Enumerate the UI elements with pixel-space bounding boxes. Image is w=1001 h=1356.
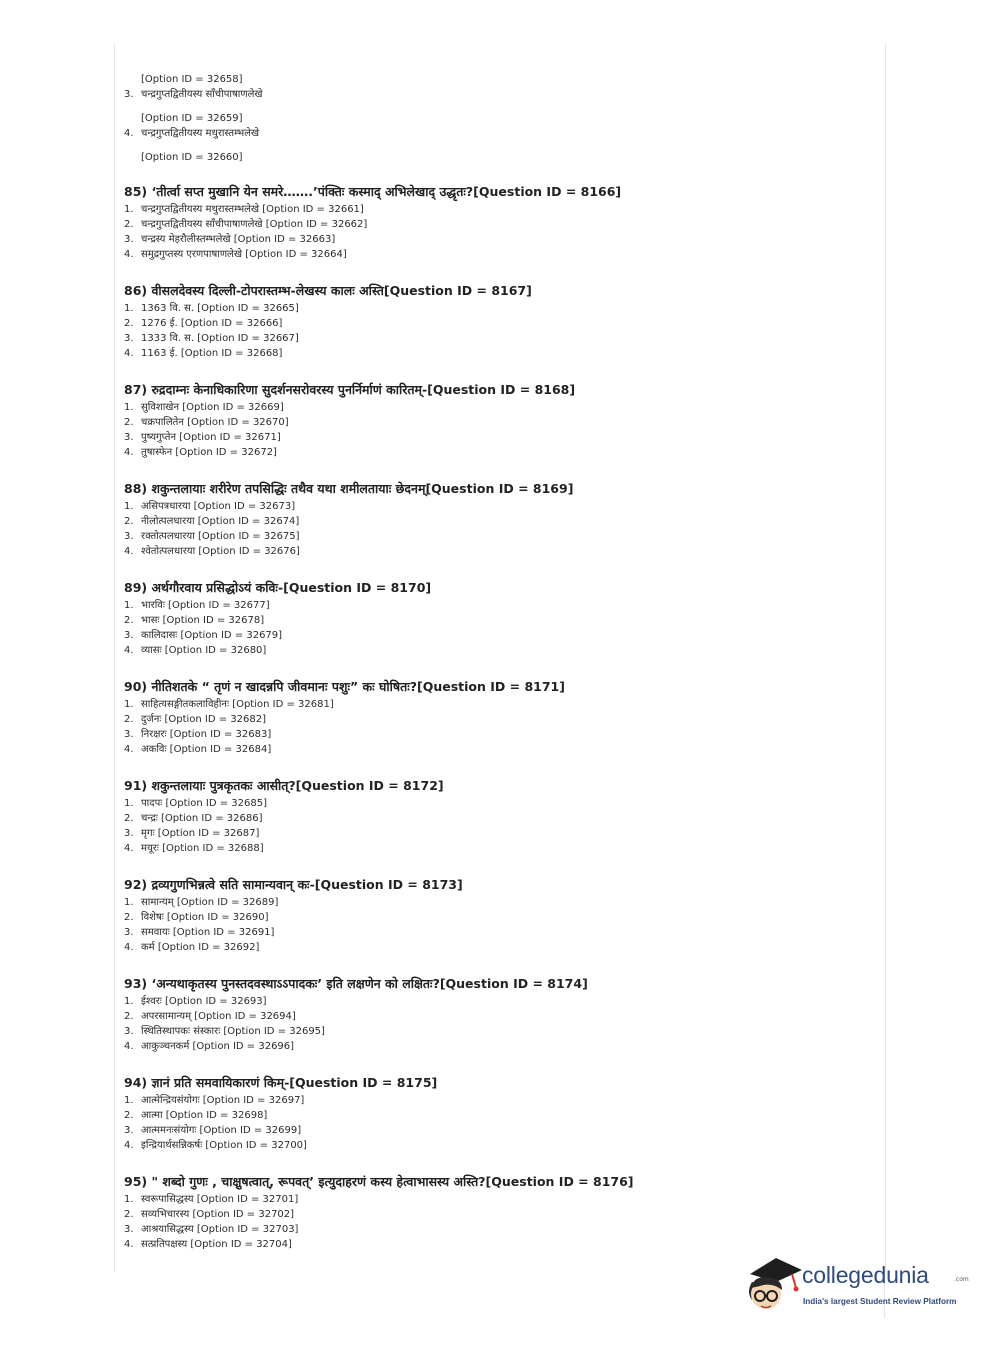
option-text: चक्रपालितेन [Option ID = 32670] (141, 417, 289, 428)
option-number: 1. (124, 798, 134, 809)
option-text: सव्यभिचारस्य [Option ID = 32702] (141, 1209, 295, 1220)
option-item (124, 247, 864, 262)
logo-domain: .com (954, 1276, 969, 1283)
option-text: अपरसामान्यम् [Option ID = 32694] (141, 1011, 296, 1022)
option-item (124, 613, 864, 628)
option-text: समुद्रगुप्तस्य एरणपाषाणलेखे [Option ID = 32664] (141, 249, 347, 260)
option-text: इन्द्रियार्थसन्निकर्षः [Option ID = 32700] (141, 1140, 307, 1151)
option-text: नीलोत्पलधारया [Option ID = 32674] (141, 516, 300, 527)
option-item (124, 826, 864, 841)
question-block (124, 1173, 864, 1252)
question-list (124, 183, 864, 1252)
option-id-line: [Option ID = 32659] (141, 113, 243, 124)
option-number: 1. (124, 897, 134, 908)
option-item (124, 316, 864, 331)
option-item (124, 346, 864, 361)
option-text: कालिदासः [Option ID = 32679] (141, 630, 283, 641)
continued-options (124, 72, 864, 165)
option-item (124, 202, 864, 217)
question-text: 94) ज्ञानं प्रति समवायिकारणं किम्-[Question ID = 8175] (124, 1075, 438, 1090)
question-text: 86) वीसलदेवस्य दिल्ली-टोपरास्तम्भ-लेखस्य कालः अस्ति[Question ID = 8167] (124, 283, 532, 298)
option-text: आकुञ्चनकर्म [Option ID = 32696] (141, 1041, 295, 1052)
option-text: साहित्यसङ्गीतकलाविहीनः [Option ID = 32681] (141, 699, 334, 710)
option-text: मयूरः [Option ID = 32688] (141, 843, 264, 854)
option-text: स्वरूपासिद्धस्य [Option ID = 32701] (141, 1194, 299, 1205)
option-list (124, 1093, 864, 1153)
option-item (124, 841, 864, 856)
option-number: 1. (124, 699, 134, 710)
question-text: 91) शकुन्तलायाः पुत्रकृतकः आसीत्?[Question ID = 8172] (124, 778, 444, 793)
option-number: 3. (124, 234, 134, 245)
option-item (124, 529, 864, 544)
option-text: व्यासः [Option ID = 32680] (141, 645, 267, 656)
option-item (124, 895, 864, 910)
option-item (124, 940, 864, 955)
option-text: चन्द्रगुप्तद्वितीयस्य मथुरास्तम्भलेखे [Option ID = 32661] (141, 204, 364, 215)
option-item (124, 1093, 864, 1108)
question-block (124, 678, 864, 757)
collegedunia-logo (742, 1248, 972, 1318)
option-text: मृगः [Option ID = 32687] (141, 828, 260, 839)
option-number: 1. (124, 600, 134, 611)
option-number: 3. (124, 729, 134, 740)
option-item (124, 217, 864, 232)
option-text: पुष्यगुप्तेन [Option ID = 32671] (141, 432, 281, 443)
option-id-line: [Option ID = 32660] (141, 152, 243, 163)
option-text: आश्रयासिद्धस्य [Option ID = 32703] (141, 1224, 299, 1235)
option-list (124, 598, 864, 658)
option-number: 4. (124, 843, 134, 854)
option-id-line: [Option ID = 32658] (141, 74, 243, 85)
option-text: अकविः [Option ID = 32684] (141, 744, 272, 755)
option-item (124, 910, 864, 925)
option-text: 1163 ई. [Option ID = 32668] (141, 348, 283, 359)
option-item (124, 598, 864, 613)
question-block (124, 1074, 864, 1153)
option-list (124, 499, 864, 559)
option-item (124, 628, 864, 643)
option-list (124, 202, 864, 262)
option-text: 1333 वि. स. [Option ID = 32667] (141, 333, 299, 344)
question-text: 92) द्रव्यगुणभिन्नत्वे सति सामान्यवान् कः-[Question ID = 8173] (124, 877, 463, 892)
option-number: 1. (124, 402, 134, 413)
option-line: 3. चन्द्रगुप्तद्वितीयस्य साँचीपाषाणलेखे (124, 89, 263, 100)
option-number: 1. (124, 204, 134, 215)
option-text: कर्म [Option ID = 32692] (141, 942, 260, 953)
option-number: 2. (124, 1209, 134, 1220)
option-item (124, 331, 864, 346)
option-list (124, 796, 864, 856)
option-number: 3. (124, 333, 134, 344)
option-number: 2. (124, 516, 134, 527)
option-item (124, 1108, 864, 1123)
option-item (124, 499, 864, 514)
option-text: भासः [Option ID = 32678] (141, 615, 265, 626)
option-number: 4. (124, 249, 134, 260)
option-item (124, 1192, 864, 1207)
option-number: 4. (124, 645, 134, 656)
option-text: आत्ममनःसंयोगः [Option ID = 32699] (141, 1125, 302, 1136)
option-number: 3. (124, 828, 134, 839)
question-block (124, 876, 864, 955)
question-block (124, 579, 864, 658)
option-number: 4. (124, 744, 134, 755)
option-text: निरक्षरः [Option ID = 32683] (141, 729, 272, 740)
option-number: 1. (124, 1095, 134, 1106)
option-number: 3. (124, 432, 134, 443)
option-item (124, 514, 864, 529)
option-item (124, 697, 864, 712)
option-item (124, 712, 864, 727)
option-text: चन्द्रगुप्तद्वितीयस्य साँचीपाषाणलेखे [Option ID = 32662] (141, 219, 368, 230)
option-number: 2. (124, 1110, 134, 1121)
logo-tagline: India's largest Student Review Platform (803, 1297, 957, 1306)
option-text: चन्द्रस्य मेहरौलीस्तम्भलेखे [Option ID = 32663] (141, 234, 336, 245)
option-number: 4. (124, 348, 134, 359)
question-text: 90) नीतिशतके “ तृणं न खादन्नपि जीवमानः पशुः” कः घोषितः?[Question ID = 8171] (124, 679, 565, 694)
option-item (124, 742, 864, 757)
option-item (124, 445, 864, 460)
option-item (124, 400, 864, 415)
option-number: 2. (124, 714, 134, 725)
option-item (124, 1138, 864, 1153)
option-text: सामान्यम् [Option ID = 32689] (141, 897, 279, 908)
option-text: रक्तोत्पलधारया [Option ID = 32675] (141, 531, 300, 542)
option-number: 1. (124, 1194, 134, 1205)
option-item (124, 643, 864, 658)
mascot-icon (742, 1248, 804, 1318)
option-number: 4. (124, 447, 134, 458)
option-number: 2. (124, 417, 134, 428)
option-number: 1. (124, 303, 134, 314)
question-text: 93) ‘अन्यथाकृतस्य पुनस्तदवस्थाऽऽपादकः’ इति लक्षणेन को लक्षितः?[Question ID = 8174] (124, 976, 588, 991)
option-item (124, 301, 864, 316)
option-item (124, 1207, 864, 1222)
option-text: सुविशाखेन [Option ID = 32669] (141, 402, 284, 413)
option-item (124, 925, 864, 940)
option-text: समवायः [Option ID = 32691] (141, 927, 275, 938)
option-item (124, 1009, 864, 1024)
question-block (124, 381, 864, 460)
question-text: 88) शकुन्तलायाः शरीरेण तपसिद्धिः तथैव यथा शमीलतायाः छेदनम्[Question ID = 8169] (124, 481, 574, 496)
option-number: 4. (124, 1239, 134, 1250)
option-text: स्थितिस्थापकः संस्कारः [Option ID = 32695] (141, 1026, 325, 1037)
option-number: 3. (124, 1224, 134, 1235)
option-list (124, 400, 864, 460)
option-item (124, 1123, 864, 1138)
option-item (124, 811, 864, 826)
question-block (124, 480, 864, 559)
option-number: 2. (124, 813, 134, 824)
option-text: 1363 वि. स. [Option ID = 32665] (141, 303, 299, 314)
question-block (124, 975, 864, 1054)
option-number: 2. (124, 318, 134, 329)
question-text: 87) रुद्रदाम्नः केनाधिकारिणा सुदर्शनसरोवरस्य पुनर्निर्माणं कारितम्-[Question ID = 8168] (124, 382, 576, 397)
option-number: 2. (124, 615, 134, 626)
question-text: 95) " शब्दो गुणः , चाक्षुषत्वात्, रूपवत्’ इत्युदाहरणं कस्य हेत्वाभासस्य अस्ति?[Question ID = 8176] (124, 1174, 634, 1189)
option-number: 4. (124, 1041, 134, 1052)
option-list (124, 1192, 864, 1252)
option-number: 4. (124, 942, 134, 953)
option-text: आत्मेन्द्रियसंयोगः [Option ID = 32697] (141, 1095, 305, 1106)
option-item (124, 796, 864, 811)
option-list (124, 301, 864, 361)
option-item (124, 415, 864, 430)
option-list (124, 994, 864, 1054)
option-number: 2. (124, 912, 134, 923)
question-text: 85) ‘तीर्त्वा सप्त मुखानि येन समरे…….’पंक्तिः कस्माद् अभिलेखाद् उद्धृतः?[Question ID = 8166] (124, 184, 622, 199)
question-text: 89) अर्थगौरवाय प्रसिद्धोऽयं कविः-[Question ID = 8170] (124, 580, 432, 595)
option-item (124, 1024, 864, 1039)
option-text: विशेषः [Option ID = 32690] (141, 912, 269, 923)
option-number: 3. (124, 927, 134, 938)
option-number: 3. (124, 1026, 134, 1037)
option-text: दुर्जनः [Option ID = 32682] (141, 714, 267, 725)
option-text: आत्मा [Option ID = 32698] (141, 1110, 268, 1121)
option-item (124, 727, 864, 742)
option-number: 4. (124, 1140, 134, 1151)
question-paper (124, 72, 864, 1252)
option-item (124, 1039, 864, 1054)
option-number: 3. (124, 531, 134, 542)
option-text: चन्द्रः [Option ID = 32686] (141, 813, 263, 824)
option-text: पादपः [Option ID = 32685] (141, 798, 268, 809)
option-text: असिपत्रधारया [Option ID = 32673] (141, 501, 296, 512)
option-number: 2. (124, 219, 134, 230)
option-number: 1. (124, 501, 134, 512)
option-item (124, 232, 864, 247)
option-number: 4. (124, 546, 134, 557)
option-number: 2. (124, 1011, 134, 1022)
option-item (124, 544, 864, 559)
option-text: ईश्वरः [Option ID = 32693] (141, 996, 267, 1007)
option-list (124, 697, 864, 757)
question-block (124, 183, 864, 262)
question-block (124, 282, 864, 361)
option-number: 3. (124, 1125, 134, 1136)
option-line: 4. चन्द्रगुप्तद्वितीयस्य मथुरास्तम्भलेखे (124, 128, 260, 139)
option-text: तुषास्फेन [Option ID = 32672] (141, 447, 277, 458)
option-text: 1276 ई. [Option ID = 32666] (141, 318, 283, 329)
option-item (124, 1222, 864, 1237)
option-item (124, 994, 864, 1009)
question-block (124, 777, 864, 856)
option-text: सत्प्रतिपक्षस्य [Option ID = 32704] (141, 1239, 292, 1250)
option-list (124, 895, 864, 955)
option-text: श्वेतोत्पलधारया [Option ID = 32676] (141, 546, 300, 557)
option-number: 1. (124, 996, 134, 1007)
option-item (124, 430, 864, 445)
option-text: भारविः [Option ID = 32677] (141, 600, 270, 611)
logo-wordmark: collegedunia (802, 1262, 929, 1288)
option-number: 3. (124, 630, 134, 641)
